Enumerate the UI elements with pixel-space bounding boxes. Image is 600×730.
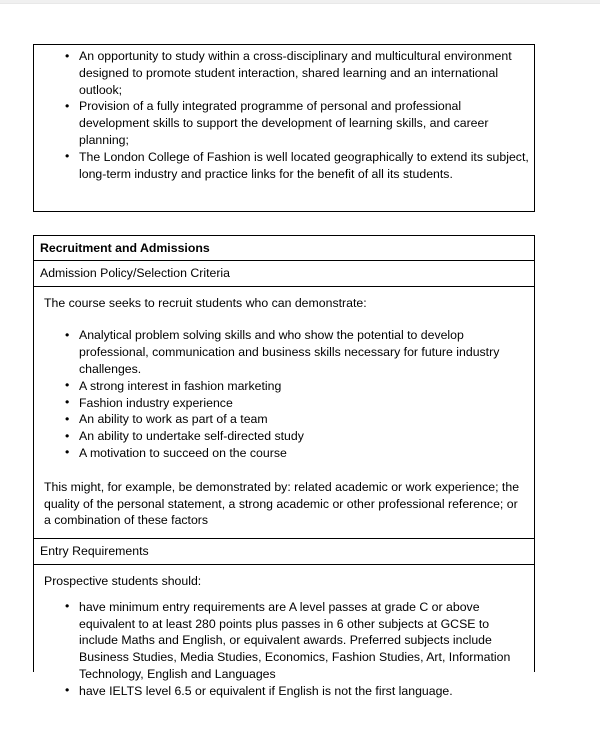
list-item: • An ability to undertake self-directed study bbox=[39, 428, 529, 445]
benefits-cell bbox=[34, 45, 534, 186]
course-benefits-table bbox=[33, 44, 535, 212]
list-item: • Provision of a fully integrated programme of personal and professional development skills to support the development of learning skills, and career planning; bbox=[39, 98, 529, 148]
selection-criteria-content bbox=[34, 287, 534, 539]
benefits-cell-content bbox=[34, 45, 534, 186]
admission-policy-label: Admission Policy/Selection Criteria bbox=[40, 265, 230, 280]
list-item: • A strong interest in fashion marketing bbox=[39, 378, 529, 395]
cell-bottom-spacer bbox=[39, 529, 529, 534]
list-item: • have IELTS level 6.5 or equivalent if English is not the first language. bbox=[39, 683, 529, 700]
table-row-selection-criteria bbox=[34, 287, 534, 540]
list-item: • An opportunity to study within a cross-disciplinary and multicultural environment designed to promote student interaction, shared learning and an international outlook; bbox=[39, 48, 529, 98]
criteria-bullet-list bbox=[39, 327, 529, 461]
entry-intro-text: Prospective students should: bbox=[44, 573, 202, 588]
table-row-admission-policy bbox=[34, 261, 534, 287]
entry-bullet-list bbox=[39, 599, 529, 700]
list-item: • Analytical problem solving skills and who show the potential to develop professional, communication and business skills necessary for future industry challenges. bbox=[39, 327, 529, 377]
table-row-entry-requirements bbox=[34, 539, 534, 565]
list-item: • The London College of Fashion is well located geographically to extend its subject, long-term industry and practice links for the benefit of all its students. bbox=[39, 149, 529, 183]
criteria-intro-text: The course seeks to recruit students who can demonstrate: bbox=[44, 295, 367, 310]
entry-requirements-content bbox=[34, 565, 534, 704]
table-row-entry-details bbox=[34, 565, 534, 704]
list-item: • Fashion industry experience bbox=[39, 395, 529, 412]
section-heading: Recruitment and Admissions bbox=[40, 241, 210, 255]
benefits-bullet-list bbox=[39, 48, 529, 182]
recruitment-admissions-table bbox=[33, 235, 535, 698]
page-top-edge bbox=[0, 0, 600, 4]
list-item: • have minimum entry requirements are A level passes at grade C or above equivalent to at least 280 points plus passes in 6 other subjects at GCSE to include Maths and English, or equivalent awards. Preferred subjects include Business Studies, Media Studies, Economics, Fashion Studies, Art, Information Technology, English and Languages bbox=[39, 599, 529, 683]
entry-requirements-label: Entry Requirements bbox=[40, 544, 149, 559]
table-row-section-heading bbox=[34, 236, 534, 261]
list-item: • A motivation to succeed on the course bbox=[39, 445, 529, 462]
list-item: • An ability to work as part of a team bbox=[39, 411, 529, 428]
criteria-note-text: This might, for example, be demonstrated by: related academic or work experience; the quality of the personal statement, a strong academic or other professional reference; or a combination of these factors bbox=[44, 479, 520, 528]
